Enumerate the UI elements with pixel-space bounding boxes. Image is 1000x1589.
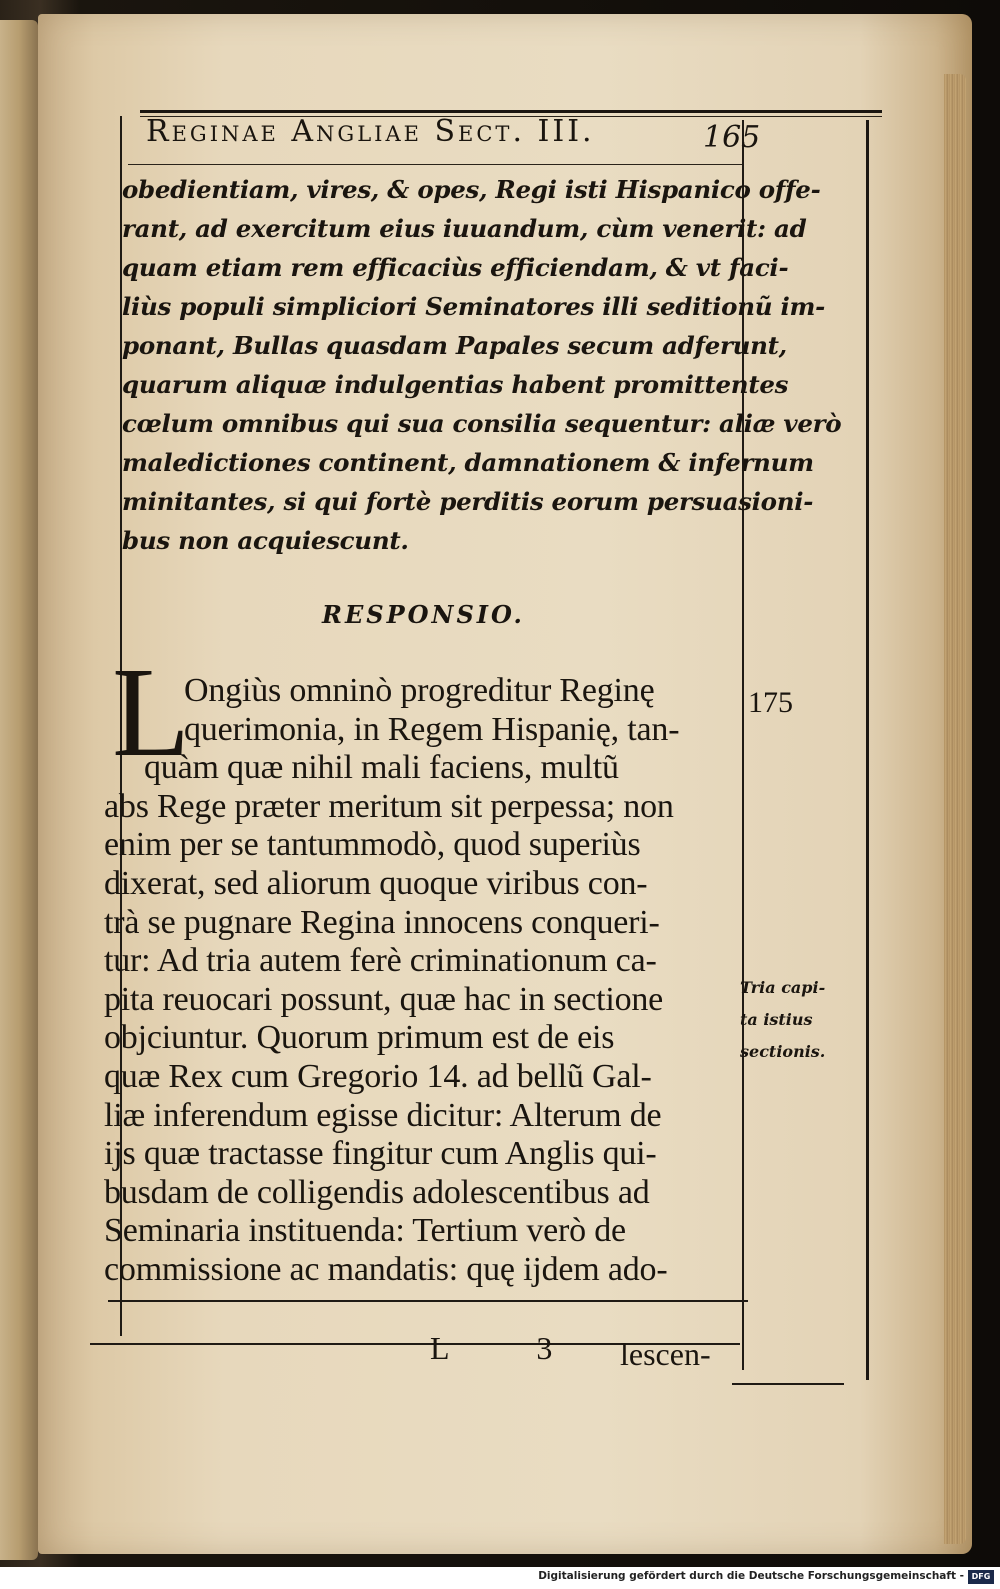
text-line: objciuntur. Quorum primum est de eis: [104, 1019, 615, 1057]
dfg-logo: DFG: [968, 1570, 994, 1584]
margin-note-line: sectionis.: [740, 1042, 826, 1061]
text-line: quàm quæ nihil mali faciens, multũ: [144, 749, 619, 787]
margin-number: 175: [748, 686, 793, 719]
text-line: Seminaria instituenda: Tertium verò de: [104, 1212, 626, 1250]
text-line: minitantes, si qui fortè perditis eorum persuasioni-: [122, 487, 814, 516]
text-line: obedientiam, vires, & opes, Regi isti Hispanico offe-: [122, 175, 821, 204]
margin-note-line: ta istius: [740, 1010, 813, 1029]
text-line: ijs quæ tractasse fingitur cum Anglis qui-: [104, 1135, 657, 1173]
frame-bottom-rule: [108, 1300, 748, 1302]
text-line: maledictiones continent, damnationem & infernum: [122, 448, 814, 477]
text-line: querimonia, in Regem Hispanię, tan-: [184, 710, 680, 748]
frame-bottom-rule-right: [732, 1383, 844, 1385]
drop-cap: L: [112, 641, 191, 783]
text-line: liùs populi simpliciori Seminatores illi seditionũ im-: [122, 292, 825, 321]
response-paragraph: [104, 672, 744, 1290]
text-line: bus non acquiescunt.: [122, 526, 409, 555]
frame-top-rule: [140, 110, 882, 113]
running-head: Reginae Angliae Sect. III.: [146, 114, 595, 149]
section-heading: RESPONSIO.: [322, 600, 525, 629]
text-line: liæ inferendum egisse dicitur: Alterum de: [104, 1096, 662, 1134]
text-line: cœlum omnibus qui sua consilia sequentur: aliæ verò: [122, 409, 842, 438]
margin-note: [740, 972, 864, 1068]
text-line: Ongiùs omninò progreditur Reginę: [184, 672, 655, 709]
text-line: dixerat, sed aliorum quoque viribus con-: [104, 864, 648, 902]
catchword: lescen-: [620, 1336, 711, 1372]
text-line: quæ Rex cum Gregorio 14. ad bellũ Gal-: [104, 1057, 652, 1095]
text-line: rant, ad exercitum eius iuuandum, cùm venerit: ad: [122, 214, 807, 243]
page-number: 165: [703, 120, 761, 155]
text-line: enim per se tantummodò, quod superiùs: [104, 826, 641, 864]
text-line: busdam de colligendis adolescentibus ad: [104, 1173, 650, 1211]
text-line: trà se pugnare Regina innocens conqueri-: [104, 903, 660, 941]
signature-mark: L 3: [430, 1330, 593, 1366]
page-block-edge: [944, 74, 966, 1544]
text-line: tur: Ad tria autem ferè criminationum ca-: [104, 942, 657, 980]
text-line: quarum aliquæ indulgentias habent promittentes: [122, 370, 789, 399]
frame-right-rule: [866, 120, 869, 1380]
facing-page-edge: [0, 20, 38, 1560]
text-line: quam etiam rem efficaciùs efficiendam, & vt faci-: [122, 253, 789, 282]
text-line: pita reuocari possunt, quæ hac in sectione: [104, 980, 664, 1018]
digitization-credit: Digitalisierung gefördert durch die Deutsche Forschungsgemeinschaft -: [538, 1570, 964, 1582]
header-rule: [128, 164, 742, 165]
italic-paragraph: [122, 170, 842, 560]
text-line: abs Rege præter meritum sit perpessa; non: [104, 787, 674, 825]
text-line: commissione ac mandatis: quę ijdem ado-: [104, 1250, 668, 1288]
margin-note-line: Tria capi-: [740, 978, 826, 997]
text-line: ponant, Bullas quasdam Papales secum adferunt,: [122, 331, 787, 360]
